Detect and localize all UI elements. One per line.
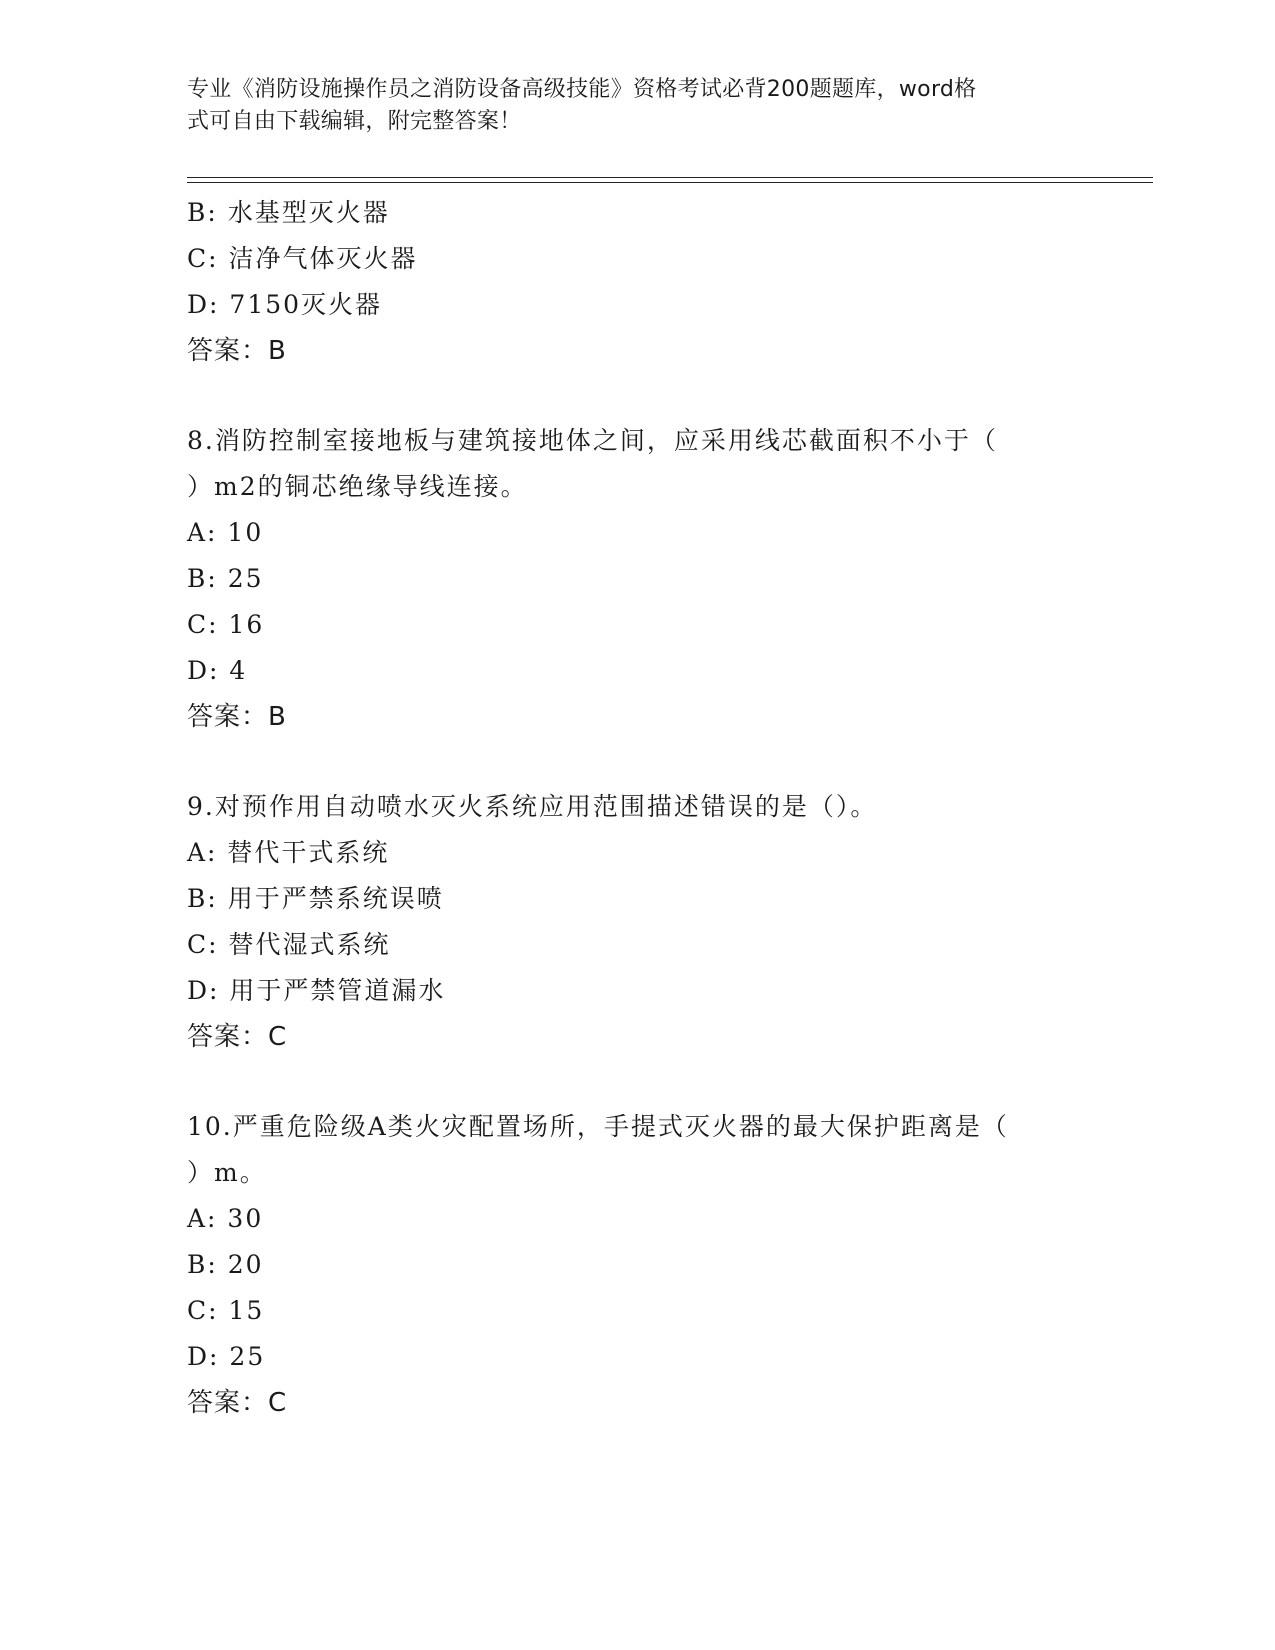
- answer-line: 答案：C: [187, 1388, 288, 1418]
- question-stem-line: ）m。: [187, 1158, 267, 1187]
- question-10: [187, 1104, 1087, 1426]
- option-d: D: 4: [187, 656, 248, 685]
- option-c: C: 替代湿式系统: [187, 930, 391, 959]
- option-d: D: 用于严禁管道漏水: [187, 976, 446, 1005]
- question-stem: [187, 418, 1067, 510]
- option-a: A: 10: [187, 518, 264, 547]
- document-header: [187, 74, 1067, 138]
- header-divider-bottom: [187, 182, 1153, 183]
- question-9: [187, 784, 1087, 1060]
- option-c: C: 15: [187, 1296, 265, 1325]
- question-stem: [187, 1104, 1067, 1196]
- question-stem-line: 9.对预作用自动喷水灭火系统应用范围描述错误的是（）。: [187, 792, 878, 821]
- option-c: C: 洁净气体灭火器: [187, 244, 418, 273]
- option-b: B: 25: [187, 564, 264, 593]
- header-line-2: 式可自由下载编辑，附完整答案！: [187, 109, 522, 134]
- option-a: A: 替代干式系统: [187, 838, 390, 867]
- option-d: D: 7150灭火器: [187, 290, 383, 319]
- document-body: [187, 190, 1087, 1426]
- question-7-continued: [187, 190, 1087, 374]
- option-b: B: 用于严禁系统误喷: [187, 884, 444, 913]
- option-c: C: 16: [187, 610, 265, 639]
- header-divider-top: [187, 177, 1153, 178]
- option-a: A: 30: [187, 1204, 264, 1233]
- answer-line: 答案：C: [187, 1022, 288, 1052]
- answer-line: 答案：B: [187, 702, 287, 732]
- option-b: B: 水基型灭火器: [187, 198, 390, 227]
- header-line-1: 专业《消防设施操作员之消防设备高级技能》资格考试必背200题题库，word格: [187, 77, 977, 102]
- question-stem-line: 10.严重危险级A类火灾配置场所，手提式灭火器的最大保护距离是（: [187, 1112, 1009, 1141]
- question-stem: [187, 784, 1067, 830]
- option-d: D: 25: [187, 1342, 266, 1371]
- answer-line: 答案：B: [187, 336, 287, 366]
- option-b: B: 20: [187, 1250, 264, 1279]
- question-stem-line: ）m2的铜芯绝缘导线连接。: [187, 472, 528, 501]
- question-stem-line: 8.消防控制室接地板与建筑接地体之间，应采用线芯截面积不小于（: [187, 426, 998, 455]
- question-8: [187, 418, 1087, 740]
